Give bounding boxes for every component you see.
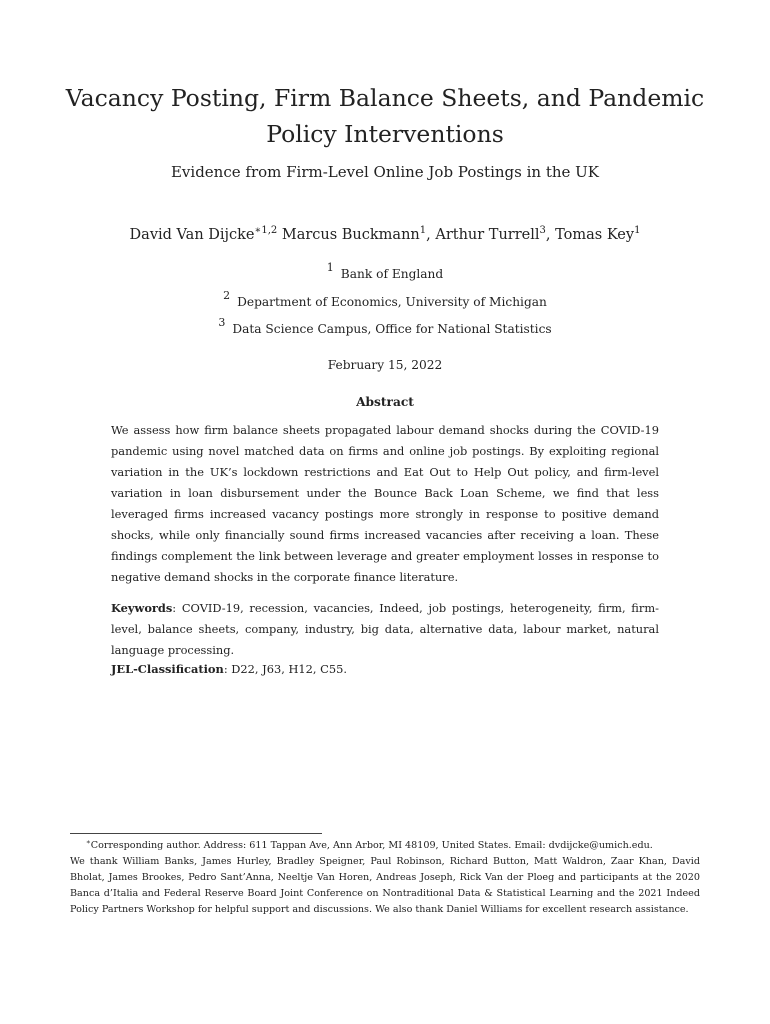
author: Arthur Turrell$^3$, (435, 225, 556, 243)
footnote-divider (70, 833, 322, 834)
footnote-corresponding-author: ∗Corresponding author. Address: 611 Tappan Ave, Ann Arbor, MI 48109, United States. Email: dvdijcke@umich.edu. (86, 837, 653, 851)
jel-classification (111, 661, 659, 677)
paper-title: Vacancy Posting, Firm Balance Sheets, and Pandemic Policy Interventions (65, 84, 705, 148)
abstract-heading: Abstract (356, 395, 414, 409)
footnote-mark: ∗ (86, 837, 91, 846)
keywords-text: : COVID-19, recession, vacancies, Indeed, job postings, heterogeneity, firm, firm-level, balance sheets, company, industry, big data, alternative data, labour market, natural language processing. (111, 601, 659, 657)
abstract-text: We assess how firm balance sheets propagated labour demand shocks during the COVID-19 pandemic using novel matched data on firms and online job postings. By exploiting regional variation in the UK’s lockdown restrictions and Eat Out to Help Out policy, and firm-level variation in loan disbursement under the Bounce Back Loan Scheme, we find that less leveraged firms increased vacancy postings more strongly in response to positive demand shocks, while only financially sound firms increased vacancies after receiving a loan. These findings complement the link between leverage and greater employment losses in response to negative demand shocks in the corporate finance literature. (111, 423, 659, 584)
author-marks: 1 (419, 225, 427, 237)
author-marks: 3 (539, 225, 546, 237)
author-list (40, 224, 730, 246)
affiliation-number: 1 (326, 260, 334, 274)
author: Tomas Key$^1$ (555, 225, 641, 243)
jel-label: JEL-Classification (111, 662, 224, 676)
author-marks: ∗1,2 (254, 225, 278, 237)
affiliation-text: Data Science Campus, Office for National Statistics (232, 322, 552, 336)
affiliation (60, 288, 710, 310)
footnote-acknowledgements: We thank William Banks, James Hurley, Bradley Speigner, Paul Robinson, Richard Button, Matt Waldron, Zaar Khan, David Bholat, James Brookes, Pedro Sant’Anna, Neeltje Van Horen, Andreas Joseph, Rick Van der Ploeg and participants at the 2020 Banca d’Italia and Federal Reserve Board Joint Conference on Nontraditional Data & Statistical Learning and the 2021 Indeed Policy Partners Workshop for helpful support and discussions. We also thank Daniel Williams for excellent research assistance. (70, 856, 700, 915)
author: Marcus Buckmann$^1$, (281, 225, 436, 243)
affiliation (60, 260, 710, 282)
paper-subtitle: Evidence from Firm-Level Online Job Postings in the UK (170, 163, 600, 181)
affiliation-number: 3 (218, 315, 226, 329)
jel-text: : D22, J63, H12, C55. (223, 662, 347, 676)
affiliation-number: 2 (223, 288, 231, 302)
author-marks: 1 (634, 225, 641, 237)
author: David Van Dijcke$^{∗1,2}$ (129, 225, 278, 243)
affiliation (60, 315, 710, 337)
affiliation-text: Bank of England (340, 267, 444, 281)
keywords (111, 598, 659, 661)
footnotes (70, 838, 700, 918)
affiliation-text: Department of Economics, University of Michigan (237, 295, 547, 309)
keywords-label: Keywords (111, 601, 173, 615)
paper-date: February 15, 2022 (327, 358, 443, 372)
